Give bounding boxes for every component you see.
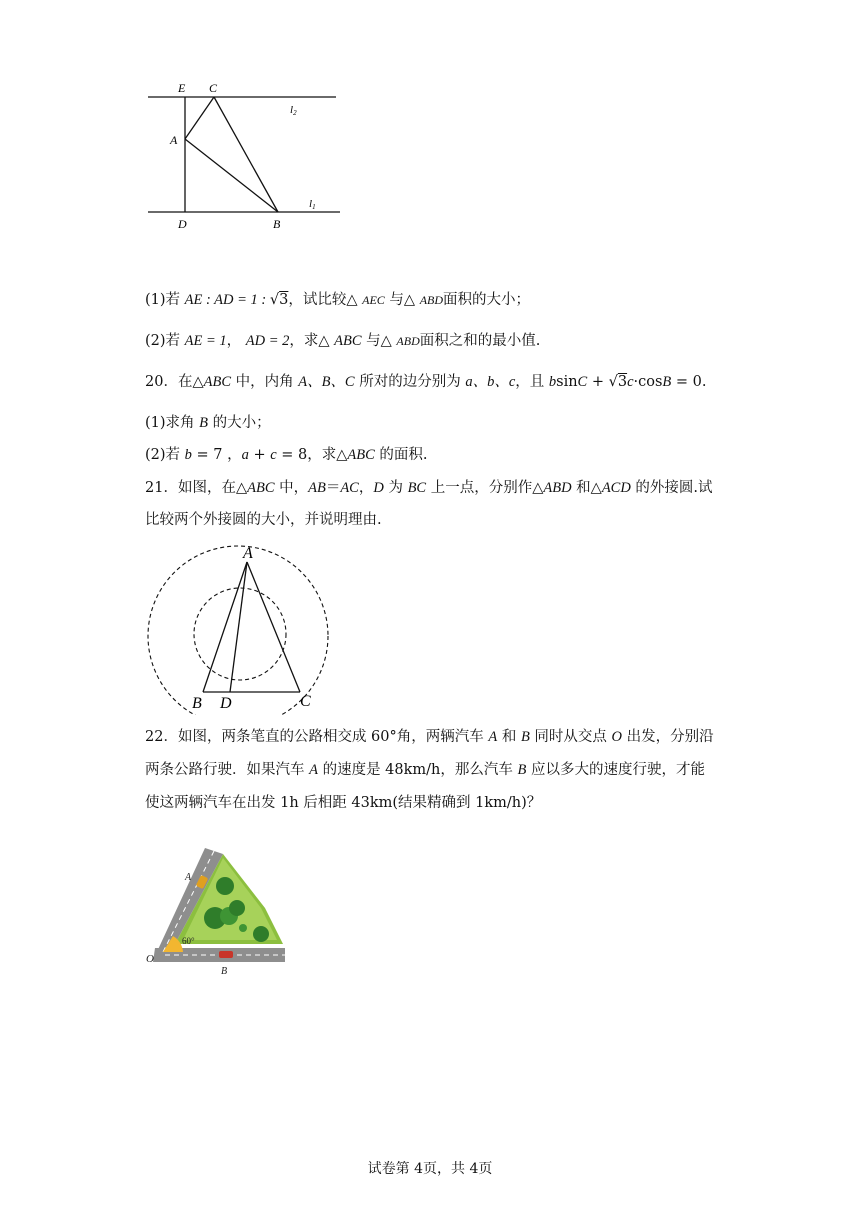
- label-B: B: [192, 695, 202, 712]
- label-C: C: [300, 693, 311, 710]
- figure-roads: [145, 848, 290, 980]
- q19-part2: (2)若 AE = 1， AD = 2，求△ ABC 与△ ABD面积之和的最小值.: [145, 333, 541, 349]
- label-D: D: [220, 695, 232, 712]
- figure-parallel-lines: [140, 78, 350, 238]
- q20-stem: 20．在△ABC 中，内角 A、B、C 所对的边分别为 a、b、c，且 bsinC + √3c·cosB = 0.: [145, 374, 707, 390]
- label-D: D: [178, 217, 187, 231]
- q20-part1: (1)求角 B 的大小；: [145, 415, 271, 431]
- q21-stem-line2: 比较两个外接圆的大小，并说明理由.: [145, 512, 382, 528]
- q20-part2: (2)若 b = 7 ，a + c = 8，求△ABC 的面积.: [145, 447, 428, 463]
- q22-stem-line1: 22．如图，两条笔直的公路相交成 60°角，两辆汽车 A 和 B 同时从交点 O 出发，分别沿: [145, 729, 714, 745]
- q21-stem-line1: 21．如图，在△ABC 中，AB＝AC，D 为 BC 上一点，分别作△ABD 和△ACD 的外接圆.试: [145, 480, 713, 496]
- label-O: O: [146, 953, 154, 965]
- label-A: A: [185, 872, 192, 883]
- label-l2: l2: [290, 104, 297, 117]
- car-b-icon: [219, 951, 233, 958]
- figure-circumcircles: [140, 540, 350, 715]
- label-A: A: [170, 133, 178, 147]
- q22-stem-line2: 两条公路行驶．如果汽车 A 的速度是 48km/h，那么汽车 B 应以多大的速度行驶，才能: [145, 762, 705, 778]
- label-B: B: [273, 217, 281, 231]
- label-l1: l1: [309, 198, 316, 211]
- q19-part1: (1)若 AE : AD = 1 : √3，试比较△ AEC 与△ ABD面积的大小；: [145, 292, 531, 308]
- label-B: B: [221, 966, 228, 977]
- label-angle: 60°: [182, 936, 195, 946]
- page-footer: 试卷第 4页，共 4页: [367, 1161, 493, 1177]
- label-E: E: [178, 81, 186, 95]
- label-A: A: [243, 545, 253, 562]
- q22-stem-line3: 使这两辆汽车在出发 1h 后相距 43km(结果精确到 1km/h)？: [145, 795, 542, 811]
- label-C: C: [209, 81, 218, 95]
